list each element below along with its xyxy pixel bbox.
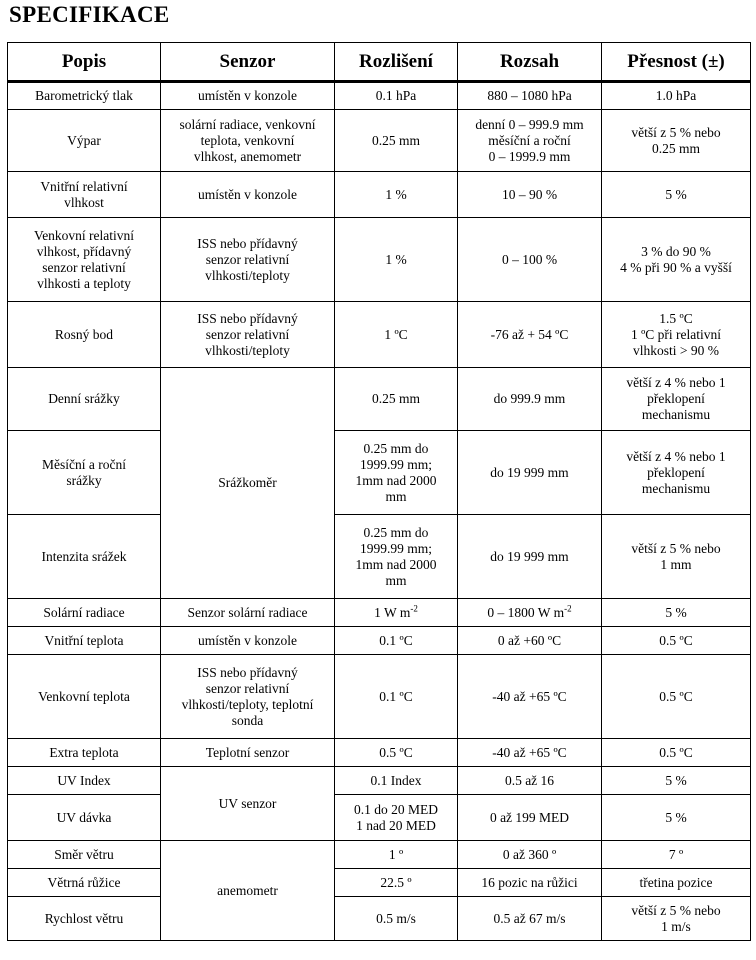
cell-senzor: ISS nebo přídavný senzor relativní vlhkosti/teploty bbox=[161, 302, 335, 368]
cell-senzor: umístěn v konzole bbox=[161, 172, 335, 218]
table-row bbox=[8, 172, 751, 218]
cell-rozliseni: 0.25 mm do 1999.99 mm; 1mm nad 2000 mm bbox=[335, 515, 458, 599]
header-popis: Popis bbox=[8, 43, 161, 82]
table-row bbox=[8, 739, 751, 767]
cell-presnost: 3 % do 90 % 4 % při 90 % a vyšší bbox=[602, 218, 751, 302]
table-row bbox=[8, 655, 751, 739]
cell-rozsah: do 999.9 mm bbox=[458, 368, 602, 431]
cell-presnost: 0.5 ºC bbox=[602, 739, 751, 767]
table-row bbox=[8, 599, 751, 627]
cell-senzor: Teplotní senzor bbox=[161, 739, 335, 767]
cell-popis: UV Index bbox=[8, 767, 161, 795]
cell-popis: Venkovní teplota bbox=[8, 655, 161, 739]
cell-popis: Venkovní relativní vlhkost, přídavný senzor relativní vlhkosti a teploty bbox=[8, 218, 161, 302]
cell-presnost: větší z 5 % nebo 0.25 mm bbox=[602, 110, 751, 172]
cell-rozsah: 0 až +60 ºC bbox=[458, 627, 602, 655]
spec-table bbox=[7, 42, 751, 941]
cell-presnost: větší z 4 % nebo 1 překlopení mechanismu bbox=[602, 368, 751, 431]
cell-rozliseni: 1 º bbox=[335, 841, 458, 869]
cell-rozliseni: 0.1 ºC bbox=[335, 655, 458, 739]
table-row bbox=[8, 110, 751, 172]
cell-presnost: 1.5 ºC 1 ºC při relativní vlhkosti > 90 % bbox=[602, 302, 751, 368]
cell-rozsah: 0.5 až 67 m/s bbox=[458, 897, 602, 941]
table-row bbox=[8, 368, 751, 431]
cell-popis: Denní srážky bbox=[8, 368, 161, 431]
cell-presnost: 0.5 ºC bbox=[602, 627, 751, 655]
header-presnost: Přesnost (±) bbox=[602, 43, 751, 82]
cell-presnost: větší z 5 % nebo 1 mm bbox=[602, 515, 751, 599]
cell-presnost: 5 % bbox=[602, 795, 751, 841]
cell-presnost: větší z 5 % nebo 1 m/s bbox=[602, 897, 751, 941]
cell-presnost: 7 º bbox=[602, 841, 751, 869]
table-row bbox=[8, 767, 751, 795]
cell-rozsah: -76 až + 54 ºC bbox=[458, 302, 602, 368]
cell-senzor-srazkomer: Srážkoměr bbox=[161, 368, 335, 599]
cell-senzor: solární radiace, venkovní teplota, venkovní vlhkost, anemometr bbox=[161, 110, 335, 172]
table-row bbox=[8, 627, 751, 655]
table-row bbox=[8, 795, 751, 841]
cell-rozsah: -40 až +65 ºC bbox=[458, 655, 602, 739]
cell-rozsah: 0 až 199 MED bbox=[458, 795, 602, 841]
cell-rozliseni: 22.5 º bbox=[335, 869, 458, 897]
header-rozsah: Rozsah bbox=[458, 43, 602, 82]
cell-popis: Výpar bbox=[8, 110, 161, 172]
table-header-row bbox=[8, 43, 751, 82]
cell-rozliseni: 0.1 hPa bbox=[335, 82, 458, 110]
cell-presnost: 0.5 ºC bbox=[602, 655, 751, 739]
cell-presnost: 1.0 hPa bbox=[602, 82, 751, 110]
cell-rozliseni: 0.1 ºC bbox=[335, 627, 458, 655]
table-row bbox=[8, 82, 751, 110]
cell-senzor: umístěn v konzole bbox=[161, 627, 335, 655]
cell-presnost: 5 % bbox=[602, 172, 751, 218]
table-row bbox=[8, 897, 751, 941]
cell-presnost: 5 % bbox=[602, 599, 751, 627]
cell-rozsah: 0 – 1800 W $m^{-2}$ bbox=[458, 599, 602, 627]
cell-rozsah: 0 až 360 º bbox=[458, 841, 602, 869]
cell-popis: Vnitřní teplota bbox=[8, 627, 161, 655]
cell-presnost: větší z 4 % nebo 1 překlopení mechanismu bbox=[602, 431, 751, 515]
cell-rozsah: -40 až +65 ºC bbox=[458, 739, 602, 767]
header-senzor: Senzor bbox=[161, 43, 335, 82]
cell-popis: Směr větru bbox=[8, 841, 161, 869]
table-row bbox=[8, 869, 751, 897]
cell-popis: Intenzita srážek bbox=[8, 515, 161, 599]
cell-rozsah: 880 – 1080 hPa bbox=[458, 82, 602, 110]
cell-rozsah: 16 pozic na růžici bbox=[458, 869, 602, 897]
cell-senzor: ISS nebo přídavný senzor relativní vlhkosti/teploty, teplotní sonda bbox=[161, 655, 335, 739]
cell-popis: Větrná růžice bbox=[8, 869, 161, 897]
cell-popis: Vnitřní relativní vlhkost bbox=[8, 172, 161, 218]
cell-rozliseni: 1 % bbox=[335, 218, 458, 302]
cell-popis: Barometrický tlak bbox=[8, 82, 161, 110]
cell-senzor-uv: UV senzor bbox=[161, 767, 335, 841]
cell-rozliseni: 0.5 m/s bbox=[335, 897, 458, 941]
cell-senzor: ISS nebo přídavný senzor relativní vlhkosti/teploty bbox=[161, 218, 335, 302]
cell-rozliseni: 0.25 mm bbox=[335, 368, 458, 431]
cell-presnost: 5 % bbox=[602, 767, 751, 795]
header-rozliseni: Rozlišení bbox=[335, 43, 458, 82]
cell-rozliseni: 1 W $m^{-2}$ bbox=[335, 599, 458, 627]
cell-senzor: umístěn v konzole bbox=[161, 82, 335, 110]
cell-popis: UV dávka bbox=[8, 795, 161, 841]
table-row bbox=[8, 431, 751, 515]
cell-rozliseni: 0.25 mm do 1999.99 mm; 1mm nad 2000 mm bbox=[335, 431, 458, 515]
cell-rozsah: 0 – 100 % bbox=[458, 218, 602, 302]
cell-rozliseni: 0.25 mm bbox=[335, 110, 458, 172]
cell-popis: Rosný bod bbox=[8, 302, 161, 368]
cell-rozsah: 10 – 90 % bbox=[458, 172, 602, 218]
page-title: SPECIFIKACE bbox=[9, 2, 170, 27]
cell-senzor-anemometr: anemometr bbox=[161, 841, 335, 941]
cell-rozsah: denní 0 – 999.9 mm měsíční a roční 0 – 1999.9 mm bbox=[458, 110, 602, 172]
cell-popis: Měsíční a roční srážky bbox=[8, 431, 161, 515]
cell-presnost: třetina pozice bbox=[602, 869, 751, 897]
cell-rozliseni: 0.5 ºC bbox=[335, 739, 458, 767]
cell-rozliseni: 0.1 do 20 MED 1 nad 20 MED bbox=[335, 795, 458, 841]
cell-rozliseni: 1 ºC bbox=[335, 302, 458, 368]
cell-rozsah: do 19 999 mm bbox=[458, 515, 602, 599]
cell-rozliseni: 0.1 Index bbox=[335, 767, 458, 795]
cell-popis: Extra teplota bbox=[8, 739, 161, 767]
table-row bbox=[8, 302, 751, 368]
cell-popis: Rychlost větru bbox=[8, 897, 161, 941]
cell-popis: Solární radiace bbox=[8, 599, 161, 627]
cell-rozliseni: 1 % bbox=[335, 172, 458, 218]
cell-senzor: Senzor solární radiace bbox=[161, 599, 335, 627]
table-row bbox=[8, 841, 751, 869]
cell-rozsah: do 19 999 mm bbox=[458, 431, 602, 515]
table-row bbox=[8, 515, 751, 599]
cell-rozsah: 0.5 až 16 bbox=[458, 767, 602, 795]
table-row bbox=[8, 218, 751, 302]
